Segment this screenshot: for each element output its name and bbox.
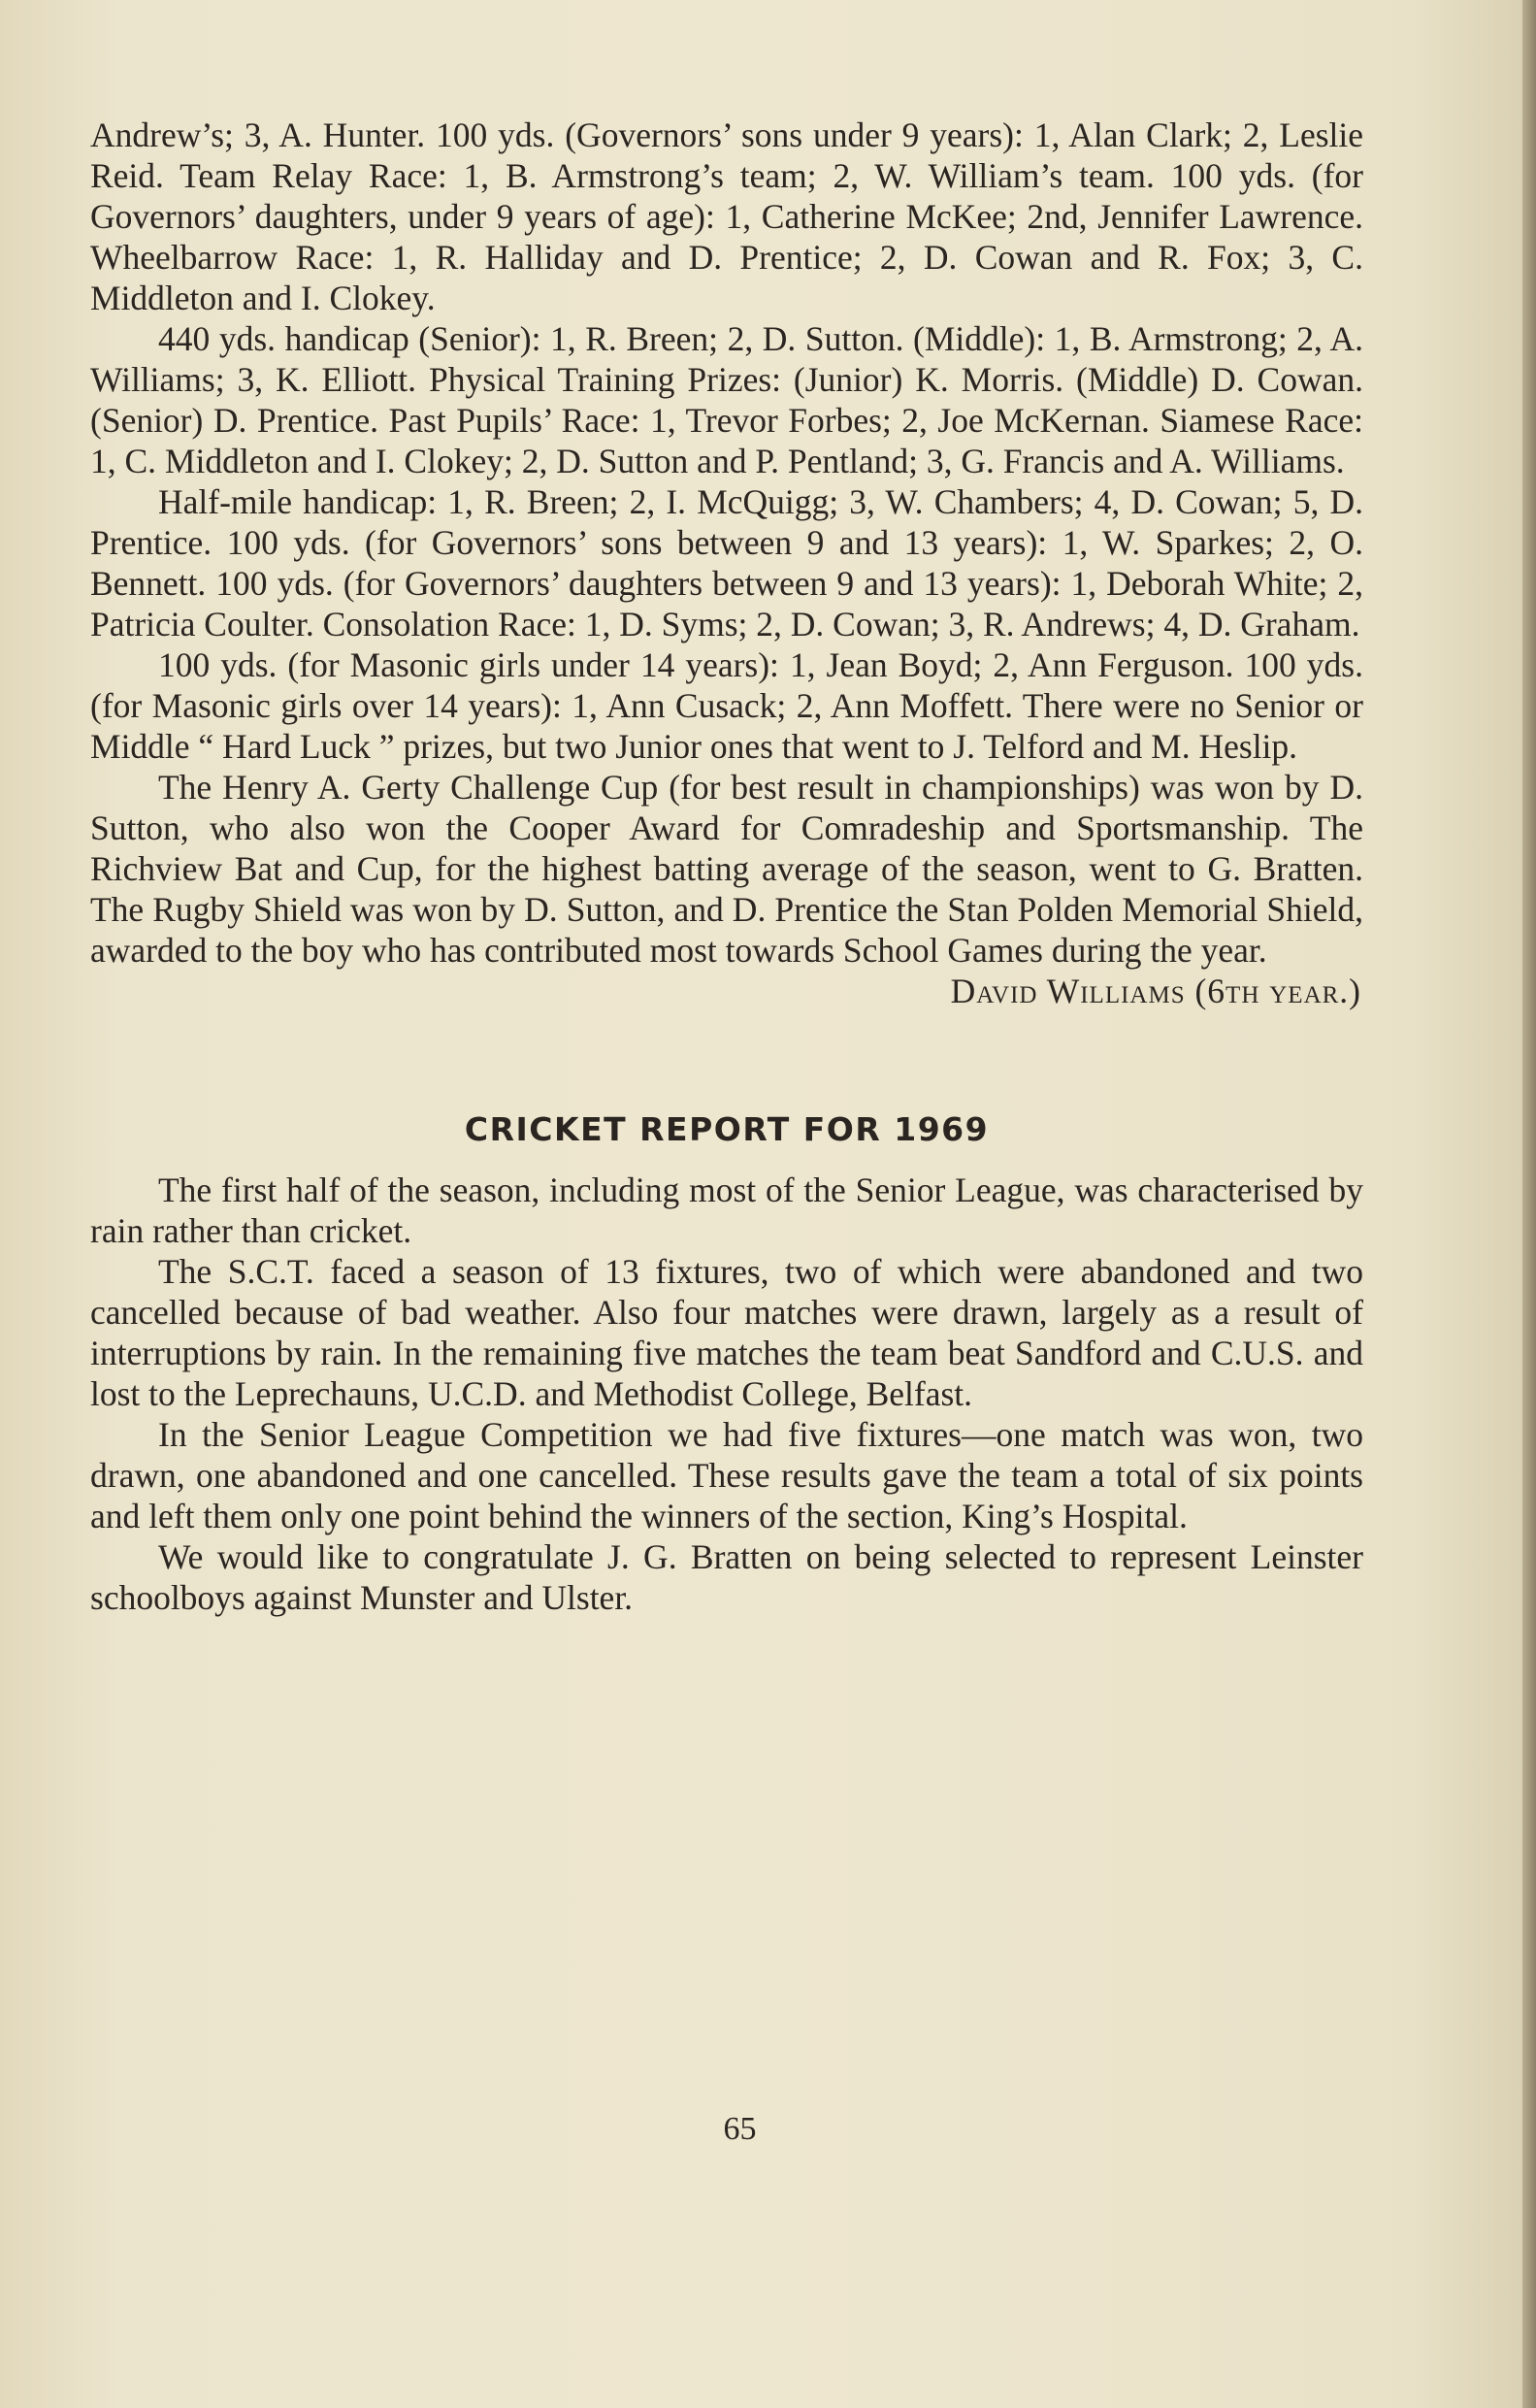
author-signature: David Williams (6th year.) [950, 972, 1361, 1010]
sports-results-paragraph-3: Half-mile handicap: 1, R. Breen; 2, I. McQuigg; 3, W. Chambers; 4, D. Cowan; 5, D. Prentice. 100 yds. (for Governors’ sons between 9 and 13 years): 1, W. Sparkes; 2, O. Bennett. 100 yds. (for Governors’ daughters between 9 and 13 years): 1, Deborah White; 2, Patricia Coulter. Consolation Race: 1, D. Syms; 2, D. Cowan; 3, R. Andrews; 4, D. Graham. [90, 482, 1363, 643]
cricket-report-heading: CRICKET REPORT FOR 1969 [464, 1110, 990, 1148]
page-number: 65 [723, 2111, 757, 2147]
page-text [90, 115, 1363, 1618]
cricket-paragraph-4: We would like to congratulate J. G. Bratten on being selected to represent Leinster schoolboys against Munster and Ulster. [90, 1537, 1363, 1617]
sports-results-paragraph-4: 100 yds. (for Masonic girls under 14 years): 1, Jean Boyd; 2, Ann Ferguson. 100 yds. (for Masonic girls over 14 years): 1, Ann Cusack; 2, Ann Moffett. There were no Senior or Middle “ Hard Luck ” prizes, but two Junior ones that went to J. Telford and M. Heslip. [90, 645, 1363, 766]
sports-results-paragraph-2: 440 yds. handicap (Senior): 1, R. Breen; 2, D. Sutton. (Middle): 1, B. Armstrong; 2, A. Williams; 3, K. Elliott. Physical Training Prizes: (Junior) K. Morris. (Middle) D. Cowan. (Senior) D. Prentice. Past Pupils’ Race: 1, Trevor Forbes; 2, Joe McKernan. Siamese Race: 1, C. Middleton and I. Clokey; 2, D. Sutton and P. Pentland; 3, G. Francis and A. Williams. [90, 319, 1363, 480]
trophies-paragraph: The Henry A. Gerty Challenge Cup (for best result in championships) was won by D. Sutton, who also won the Cooper Award for Comradeship and Sportsmanship. The Richview Bat and Cup, for the highest batting average of the season, went to G. Bratten. The Rugby Shield was won by D. Sutton, and D. Prentice the Stan Polden Memorial Shield, awarded to the boy who has contributed most towards School Games during the year. [90, 768, 1363, 970]
sports-results-paragraph-1: Andrew’s; 3, A. Hunter. 100 yds. (Governors’ sons under 9 years): 1, Alan Clark; 2, Leslie Reid. Team Relay Race: 1, B. Armstrong’s team; 2, W. William’s team. 100 yds. (for Governors’ daughters, under 9 years of age): 1, Catherine McKee; 2nd, Jennifer Lawrence. Wheelbarrow Race: 1, R. Halliday and D. Prentice; 2, D. Cowan and R. Fox; 3, C. Middleton and I. Clokey. [90, 115, 1363, 317]
cricket-paragraph-3: In the Senior League Competition we had five fixtures—one match was won, two drawn, one abandoned and one cancelled. These results gave the team a total of six points and left them only one point behind the winners of the section, King’s Hospital. [90, 1415, 1363, 1535]
cricket-paragraph-1: The first half of the season, including most of the Senior League, was characterised by rain rather than cricket. [90, 1171, 1363, 1250]
book-spine-edge [1522, 0, 1536, 2408]
cricket-paragraph-2: The S.C.T. faced a season of 13 fixtures, two of which were abandoned and two cancelled because of bad weather. Also four matches were drawn, largely as a result of interruptions by rain. In the remaining five matches the team beat Sandford and C.U.S. and lost to the Leprechauns, U.C.D. and Methodist College, Belfast. [90, 1252, 1363, 1413]
